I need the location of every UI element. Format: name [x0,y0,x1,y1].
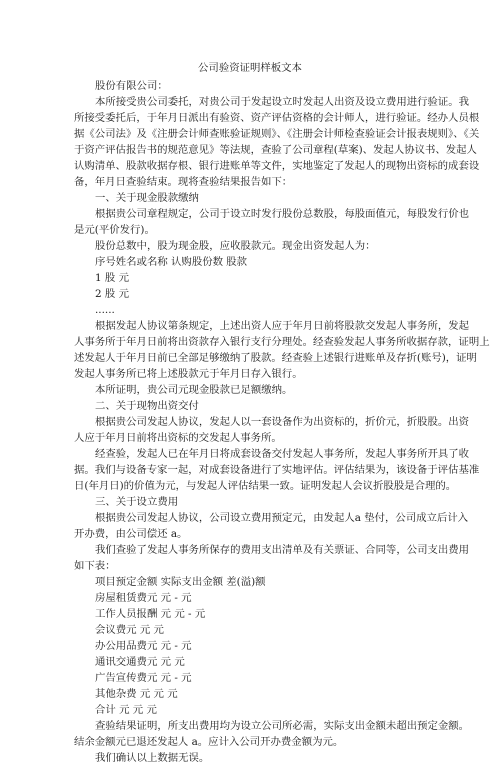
text-line: 备，年月日查验结束。现将查验结果报告如下： [74,176,293,188]
text-line: 查验结果证明，所支出费用均为设立公司所必需，实际支出金额未超出预定金额。 [95,720,470,732]
text-line: 据。我们与设备专家一起，对成套设备进行了实地评估。评估结果为，该设备于评估基准 [74,464,480,476]
text-line: 本所证明，贵公司元现金股款已足额缴纳。 [95,384,293,396]
text-line: 合计 元 元 元 [95,704,157,716]
text-line: 人应于年月日前将出资标的交发起人事务所。 [74,432,282,444]
text-line: 房屋租赁费元 元 - 元 [95,592,192,604]
text-line: 二、关于现物出资交付 [95,400,199,412]
document-body [74,78,490,766]
text-line: 根据贵公司发起人协议，发起人以一套设备作为出资标的，折价元，折股股。出资 [95,416,470,428]
text-line: 序号姓名或名称 认购股份数 股款 [95,256,248,268]
text-line: 本所接受贵公司委托，对贵公司于发起设立时发起人出资及设立费用进行验证。我 [95,96,470,108]
text-line: 所接受委托后，于年月日派出有验资、资产评估资格的会计师人，进行验证。经办人员根 [74,112,480,124]
text-line: 一、关于现金股款缴纳 [95,192,199,204]
text-line: 开办费，由公司偿还 a。 [74,528,188,540]
text-line: ...... [95,304,115,316]
text-line: 日(年月日)的价值为元，与发起人评估结果一致。证明发起人会议折股股是合理的。 [74,480,457,492]
text-line: 发起人事务所已将上述股款元于年月日存入银行。 [74,368,303,380]
text-line: 根据贵公司章程规定，公司于设立时发行股份总数股，每股面值元，每股发行价也 [95,208,470,220]
text-line: 股份有限公司： [95,80,168,92]
text-line: 2 股 元 [95,288,129,300]
text-line: 如下表： [74,560,116,572]
text-line: 会议费元 元 元 [95,624,164,636]
text-line: 是元(平价发行)。 [74,224,155,236]
text-line: 三、关于设立费用 [95,496,179,508]
text-line: 根据发起人协议第条规定，上述出资人应于年月日前将股款交发起人事务所，发起 [95,320,470,332]
document-title: 公司验资证明样板文本 [198,62,302,74]
text-line: 工作人员报酬 元 元 - 元 [95,608,206,620]
text-line: 人事务所于年月日前将出资款存入银行支行分理处。经查验发起人事务所收据存款，证明上 [74,336,490,348]
text-line: 述发起人于年月日前已全部足够缴纳了股款。经查验上述银行进账单及存折(账号)，证明 [74,352,477,364]
text-line: 于资产评估报告书的规范意见》等法规，查验了公司章程(草案)、发起人协议书、发起人 [74,144,477,156]
text-line: 认购清单、股款收据存根、银行进账单等文件，实地鉴定了发起人的现物出资标的成套设 [74,160,480,172]
text-line: 其他杂费 元 元 元 [95,688,178,700]
text-line: 1 股 元 [95,272,129,284]
text-line: 根据贵公司发起人协议，公司设立费用预定元，由发起人a 垫付，公司成立后计入 [95,512,469,524]
text-line: 股份总数中，股为现金股，应收股款元。现金出资发起人为： [95,240,376,252]
text-line: 据《公司法》及《注册会计师查账验证规则》、《注册会计师检查验证会计报表规则》、《关 [74,128,480,140]
text-line: 经查验，发起人已在年月日将成套设备交付发起人事务所，发起人事务所开具了收 [95,448,470,460]
text-line: 办公用品费元 元 - 元 [95,640,192,652]
text-line: 结余金额元已退还发起人 a。应计入公司开办费金额为元。 [74,736,344,748]
text-line: 项目预定金额 实际支出金额 差(溢)额 [95,576,266,588]
text-line: 通讯交通费元 元 元 [95,656,185,668]
text-line: 广告宣传费元 元 - 元 [95,672,192,684]
text-line: 我们确认以上数据无误。 [95,752,210,764]
text-line: 我们查验了发起人事务所保存的费用支出清单及有关票证、合同等，公司支出费用 [95,544,470,556]
